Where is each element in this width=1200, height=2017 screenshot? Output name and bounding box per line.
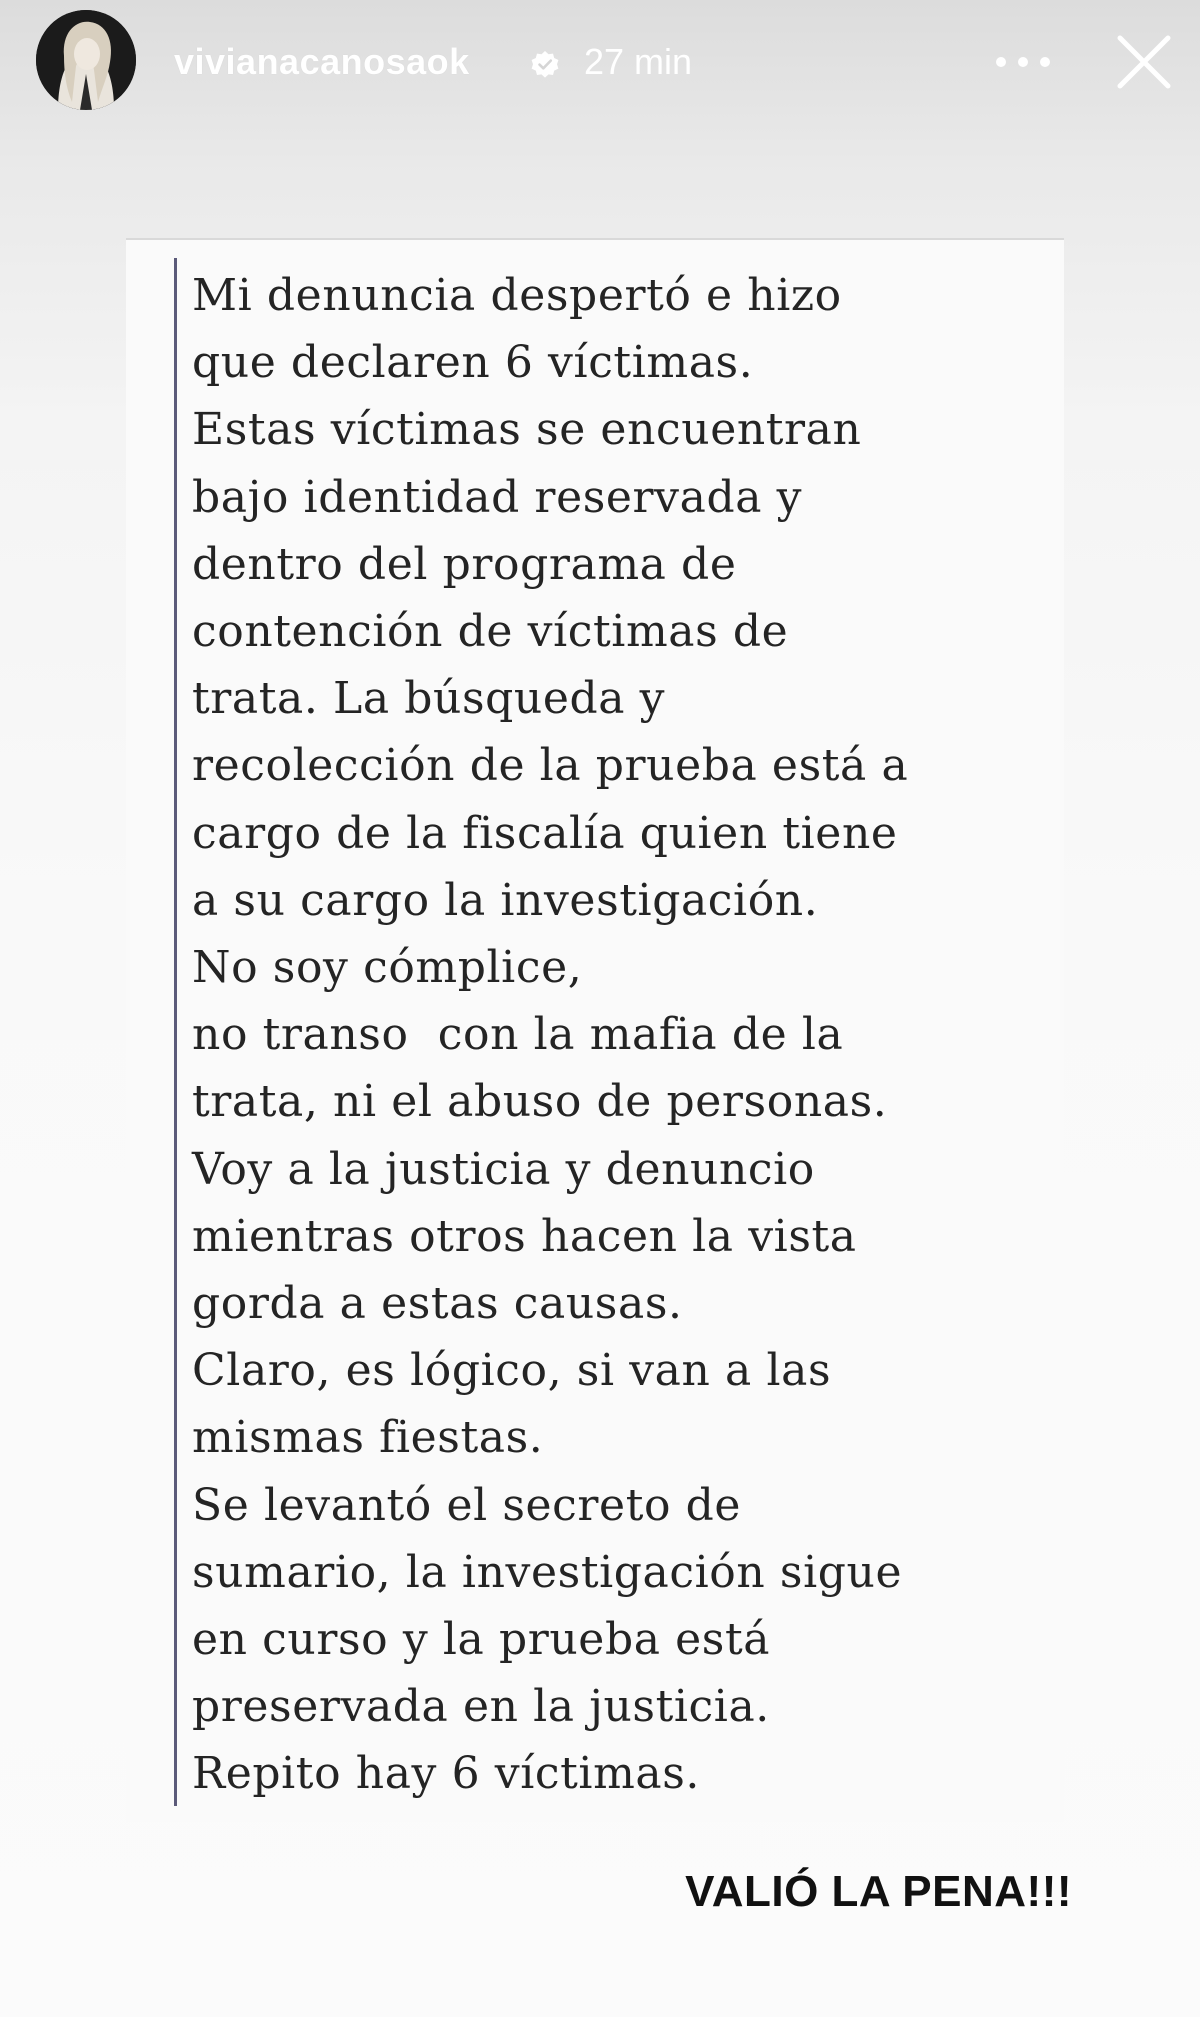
statement-line: trata. La búsqueda y xyxy=(192,673,666,725)
profile-avatar[interactable] xyxy=(36,10,136,110)
statement-line: Estas víctimas se encuentran xyxy=(192,404,862,456)
story-caption: VALIÓ LA PENA!!! xyxy=(685,1867,1072,1916)
statement-line: mientras otros hacen la vista xyxy=(192,1210,857,1262)
statement-text xyxy=(192,262,1062,1808)
statement-line: cargo de la fiscalía quien tiene xyxy=(192,807,898,859)
statement-line: en curso y la prueba está xyxy=(192,1614,771,1666)
statement-line: Voy a la justicia y denuncio xyxy=(192,1143,815,1195)
username[interactable]: vivianacanosaok xyxy=(174,41,470,82)
verified-badge-icon xyxy=(530,50,560,80)
statement-line: contención de víctimas de xyxy=(192,606,789,658)
statement-line: a su cargo la investigación. xyxy=(192,874,819,926)
avatar-image xyxy=(36,10,136,110)
statement-line: trata, ni el abuso de personas. xyxy=(192,1076,888,1128)
statement-line: bajo identidad reservada y xyxy=(192,471,803,523)
statement-line: que declaren 6 víctimas. xyxy=(192,337,754,389)
statement-line: sumario, la investigación sigue xyxy=(192,1546,903,1598)
close-icon[interactable] xyxy=(1112,30,1176,94)
more-horizontal-icon[interactable] xyxy=(996,44,1050,80)
statement-line: No soy cómplice, xyxy=(192,942,583,994)
statement-line: Mi denuncia despertó e hizo xyxy=(192,270,842,321)
more-dot xyxy=(1018,57,1028,67)
statement-line: preservada en la justicia. xyxy=(192,1681,770,1733)
story-timestamp: 27 min xyxy=(584,41,693,82)
statement-line: mismas fiestas. xyxy=(192,1412,544,1464)
statement-line: Se levantó el secreto de xyxy=(192,1479,742,1531)
more-dot xyxy=(1040,57,1050,67)
more-dot xyxy=(996,57,1006,67)
statement-line: gorda a estas causas. xyxy=(192,1278,683,1330)
statement-line: recolección de la prueba está a xyxy=(192,740,909,792)
statement-line: Claro, es lógico, si van a las xyxy=(192,1345,832,1397)
statement-line: dentro del programa de xyxy=(192,538,737,590)
statement-line: Repito hay 6 víctimas. xyxy=(192,1748,701,1800)
quote-rule xyxy=(174,258,177,1806)
statement-line: no transo con la mafia de la xyxy=(192,1009,844,1061)
story-header xyxy=(0,0,1200,130)
